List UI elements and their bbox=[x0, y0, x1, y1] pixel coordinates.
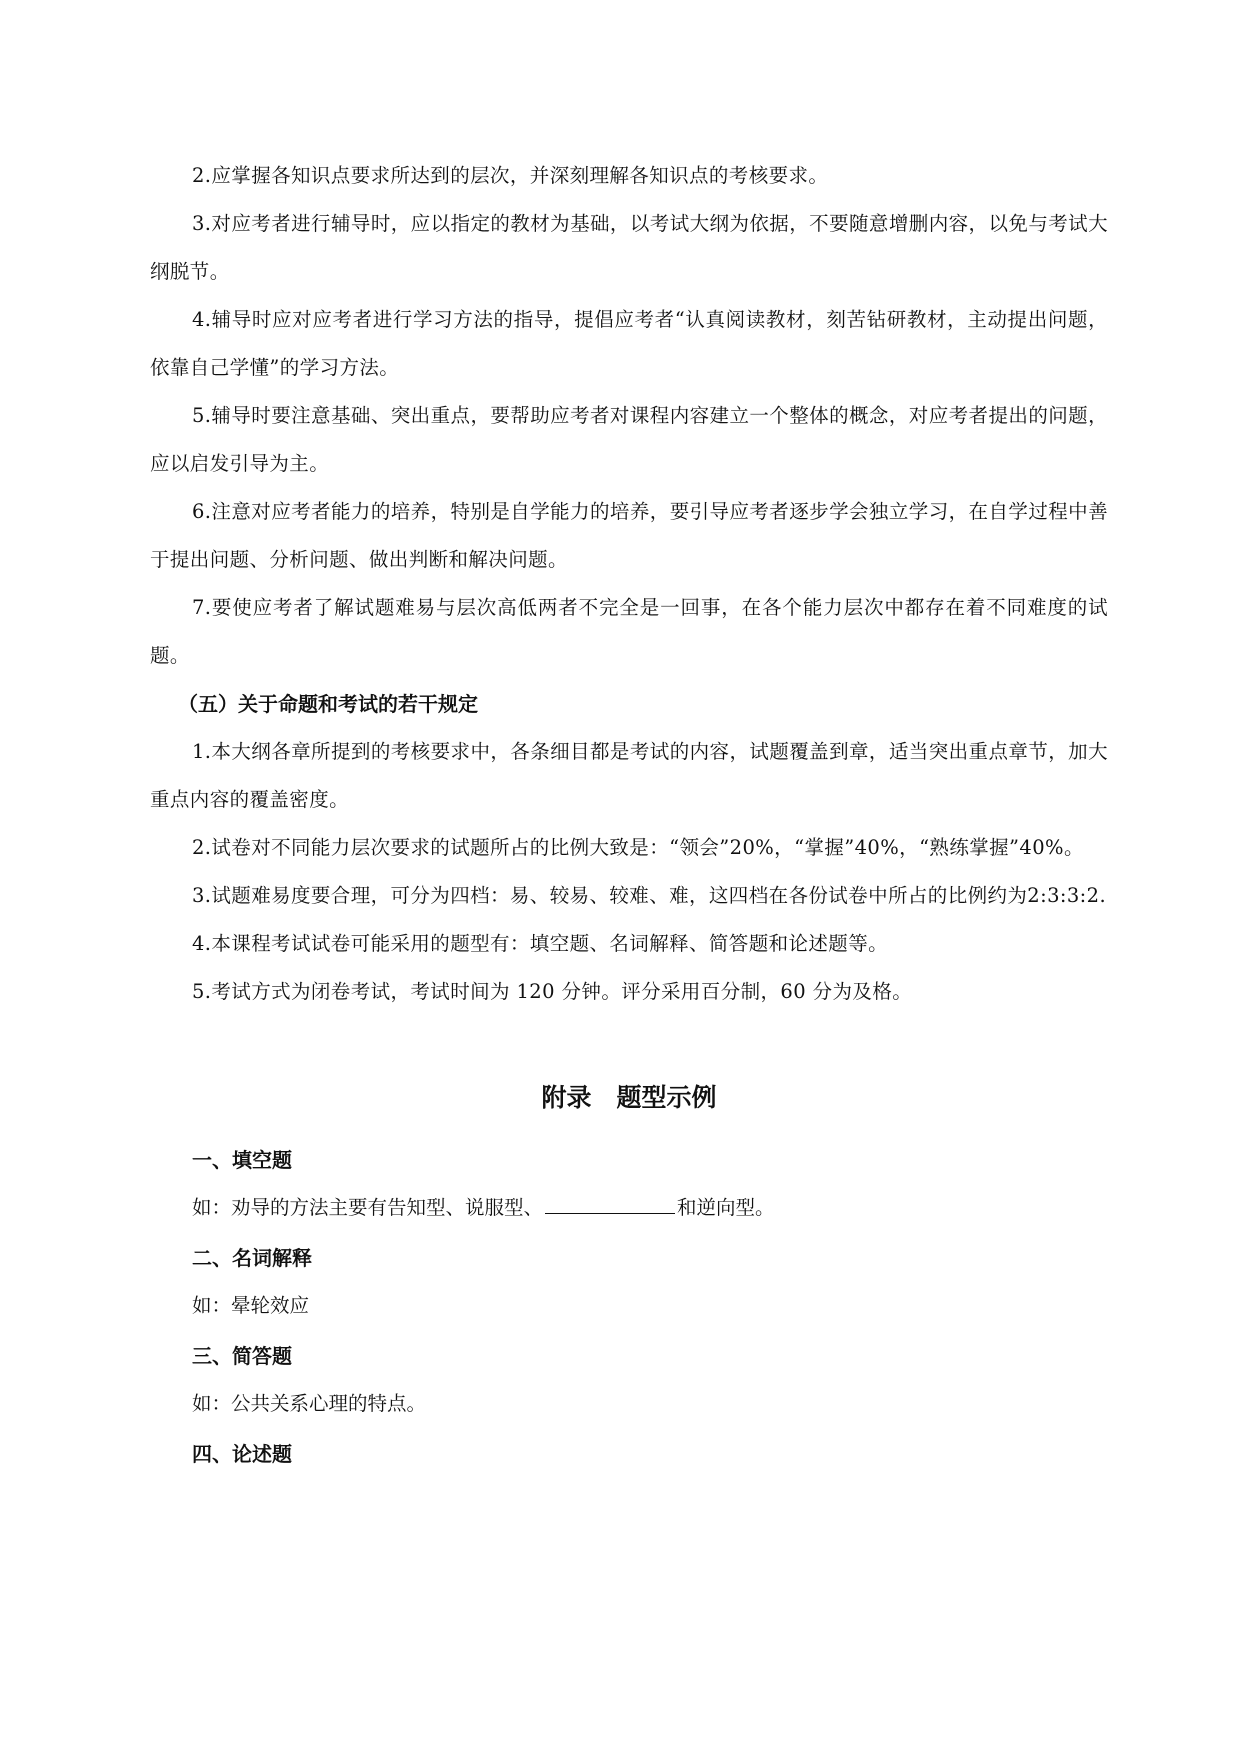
fill-blank-example bbox=[150, 1184, 1108, 1232]
answer-blank bbox=[545, 1193, 675, 1214]
requirement-item: 5.辅导时要注意基础、突出重点，要帮助应考者对课程内容建立一个整体的概念，对应考者提出的问题，应以启发引导为主。 bbox=[150, 404, 1108, 475]
regulation-item: 5.考试方式为闭卷考试，考试时间为 120 分钟。评分采用百分制，60 分为及格。 bbox=[192, 980, 913, 1003]
term-explanation-example: 如：晕轮效应 bbox=[192, 1294, 310, 1317]
fill-blank-heading: 一、填空题 bbox=[192, 1148, 292, 1172]
requirement-item: 3.对应考者进行辅导时，应以指定的教材为基础，以考试大纲为依据，不要随意增删内容，以免与考试大纲脱节。 bbox=[150, 212, 1108, 283]
appendix-title: 附录 题型示例 bbox=[541, 1083, 717, 1112]
example-text-before: 如：劝导的方法主要有告知型、说服型、 bbox=[192, 1196, 544, 1219]
section-heading: （五）关于命题和考试的若干规定 bbox=[178, 692, 478, 716]
regulation-item: 4.本课程考试试卷可能采用的题型有：填空题、名词解释、简答题和论述题等。 bbox=[192, 932, 889, 955]
example-text-after: 和逆向型。 bbox=[677, 1196, 775, 1219]
regulation-item: 1.本大纲各章所提到的考核要求中，各条细目都是考试的内容，试题覆盖到章，适当突出重点章节，加大重点内容的覆盖密度。 bbox=[150, 740, 1108, 811]
short-answer-example: 如：公共关系心理的特点。 bbox=[192, 1392, 427, 1415]
requirement-item: 7.要使应考者了解试题难易与层次高低两者不完全是一回事，在各个能力层次中都存在着不同难度的试题。 bbox=[150, 596, 1108, 667]
essay-heading: 四、论述题 bbox=[192, 1442, 292, 1466]
term-explanation-heading: 二、名词解释 bbox=[192, 1246, 312, 1270]
requirement-item: 2.应掌握各知识点要求所达到的层次，并深刻理解各知识点的考核要求。 bbox=[192, 164, 829, 187]
document-page bbox=[150, 152, 1108, 1478]
regulation-item: 2.试卷对不同能力层次要求的试题所占的比例大致是：“领会”20%，“掌握”40%，“熟练掌握”40%。 bbox=[192, 836, 1084, 859]
short-answer-heading: 三、简答题 bbox=[192, 1344, 292, 1368]
regulation-item: 3.试题难易度要合理，可分为四档：易、较易、较难、难，这四档在各份试卷中所占的比例约为2:3:3:2. bbox=[192, 884, 1107, 907]
requirement-item: 4.辅导时应对应考者进行学习方法的指导，提倡应考者“认真阅读教材，刻苦钻研教材，主动提出问题，依靠自己学懂”的学习方法。 bbox=[150, 308, 1108, 379]
requirement-item: 6.注意对应考者能力的培养，特别是自学能力的培养，要引导应考者逐步学会独立学习，在自学过程中善于提出问题、分析问题、做出判断和解决问题。 bbox=[150, 500, 1108, 571]
